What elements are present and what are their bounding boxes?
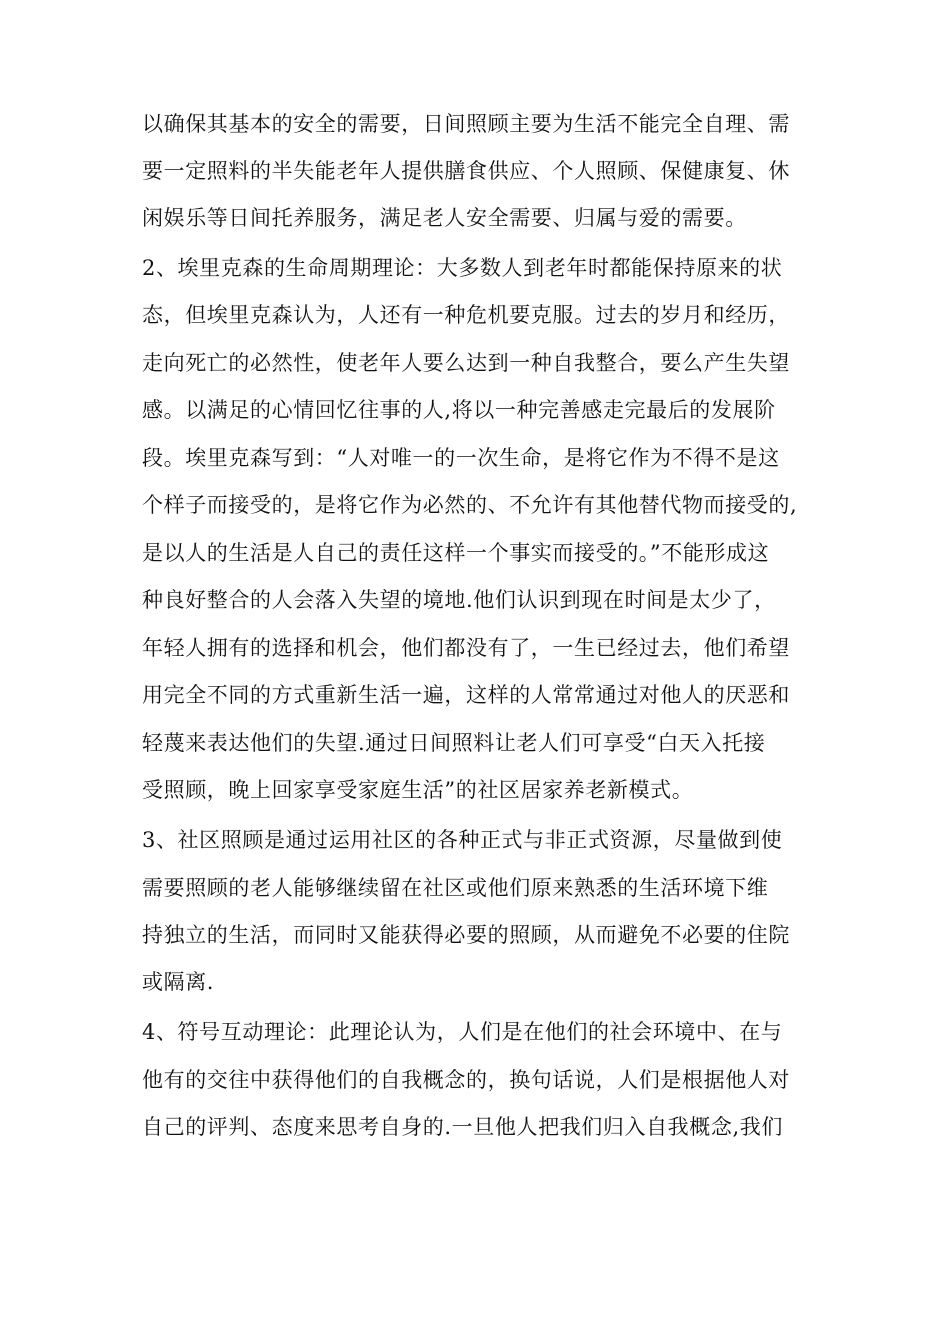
text-line: 走向死亡的必然性，使老年人要么达到一种自我整合，要么产生失望 bbox=[142, 351, 790, 375]
text-line: 年轻人拥有的选择和机会，他们都没有了，一生已经过去，他们希望 bbox=[142, 636, 790, 660]
text-line: 需要照顾的老人能够继续留在社区或他们原来熟悉的生活环境下维 bbox=[142, 876, 769, 900]
text-line: 或隔离. bbox=[142, 970, 215, 994]
text-line: 种良好整合的人会落入失望的境地.他们认识到现在时间是太少了， bbox=[142, 588, 776, 612]
text-line: 是以人的生活是人自己的责任这样一个事实而接受的。”不能形成这 bbox=[142, 541, 770, 565]
text-line: 3、社区照顾是通过运用社区的各种正式与非正式资源，尽量做到使 bbox=[142, 828, 783, 852]
text-line: 4、符号互动理论：此理论认为，人们是在他们的社会环境中、在与 bbox=[142, 1020, 783, 1044]
text-line: 态，但埃里克森认为，人还有一种危机要克服。过去的岁月和经历， bbox=[142, 303, 790, 327]
text-line: 他有的交往中获得他们的自我概念的，换句话说，人们是根据他人对 bbox=[142, 1068, 790, 1092]
text-line: 感。以满足的心情回忆往事的人,将以一种完善感走完最后的发展阶 bbox=[142, 398, 776, 422]
text-line: 自己的评判、态度来思考自身的.一旦他人把我们归入自我概念,我们 bbox=[142, 1115, 783, 1139]
text-line: 闲娱乐等日间托养服务，满足老人安全需要、归属与爱的需要。 bbox=[142, 206, 747, 230]
text-line: 轻蔑来表达他们的失望.通过日间照料让老人们可享受“白天入托接 bbox=[142, 731, 766, 755]
text-line: 以确保其基本的安全的需要，日间照顾主要为生活不能完全自理、需 bbox=[142, 112, 790, 136]
text-line: 要一定照料的半失能老年人提供膳食供应、个人照顾、保健康复、休 bbox=[142, 159, 790, 183]
text-line: 受照顾，晚上回家享受家庭生活”的社区居家养老新模式。 bbox=[142, 778, 694, 802]
text-line: 用完全不同的方式重新生活一遍，这样的人常常通过对他人的厌恶和 bbox=[142, 683, 790, 707]
text-line: 个样子而接受的，是将它作为必然的、不允许有其他替代物而接受的, bbox=[142, 493, 798, 517]
text-line: 持独立的生活，而同时又能获得必要的照顾，从而避免不必要的住院 bbox=[142, 923, 790, 947]
text-line: 段。埃里克森写到：“人对唯一的一次生命，是将它作为不得不是这 bbox=[142, 446, 780, 470]
text-line: 2、埃里克森的生命周期理论：大多数人到老年时都能保持原来的状 bbox=[142, 256, 783, 280]
